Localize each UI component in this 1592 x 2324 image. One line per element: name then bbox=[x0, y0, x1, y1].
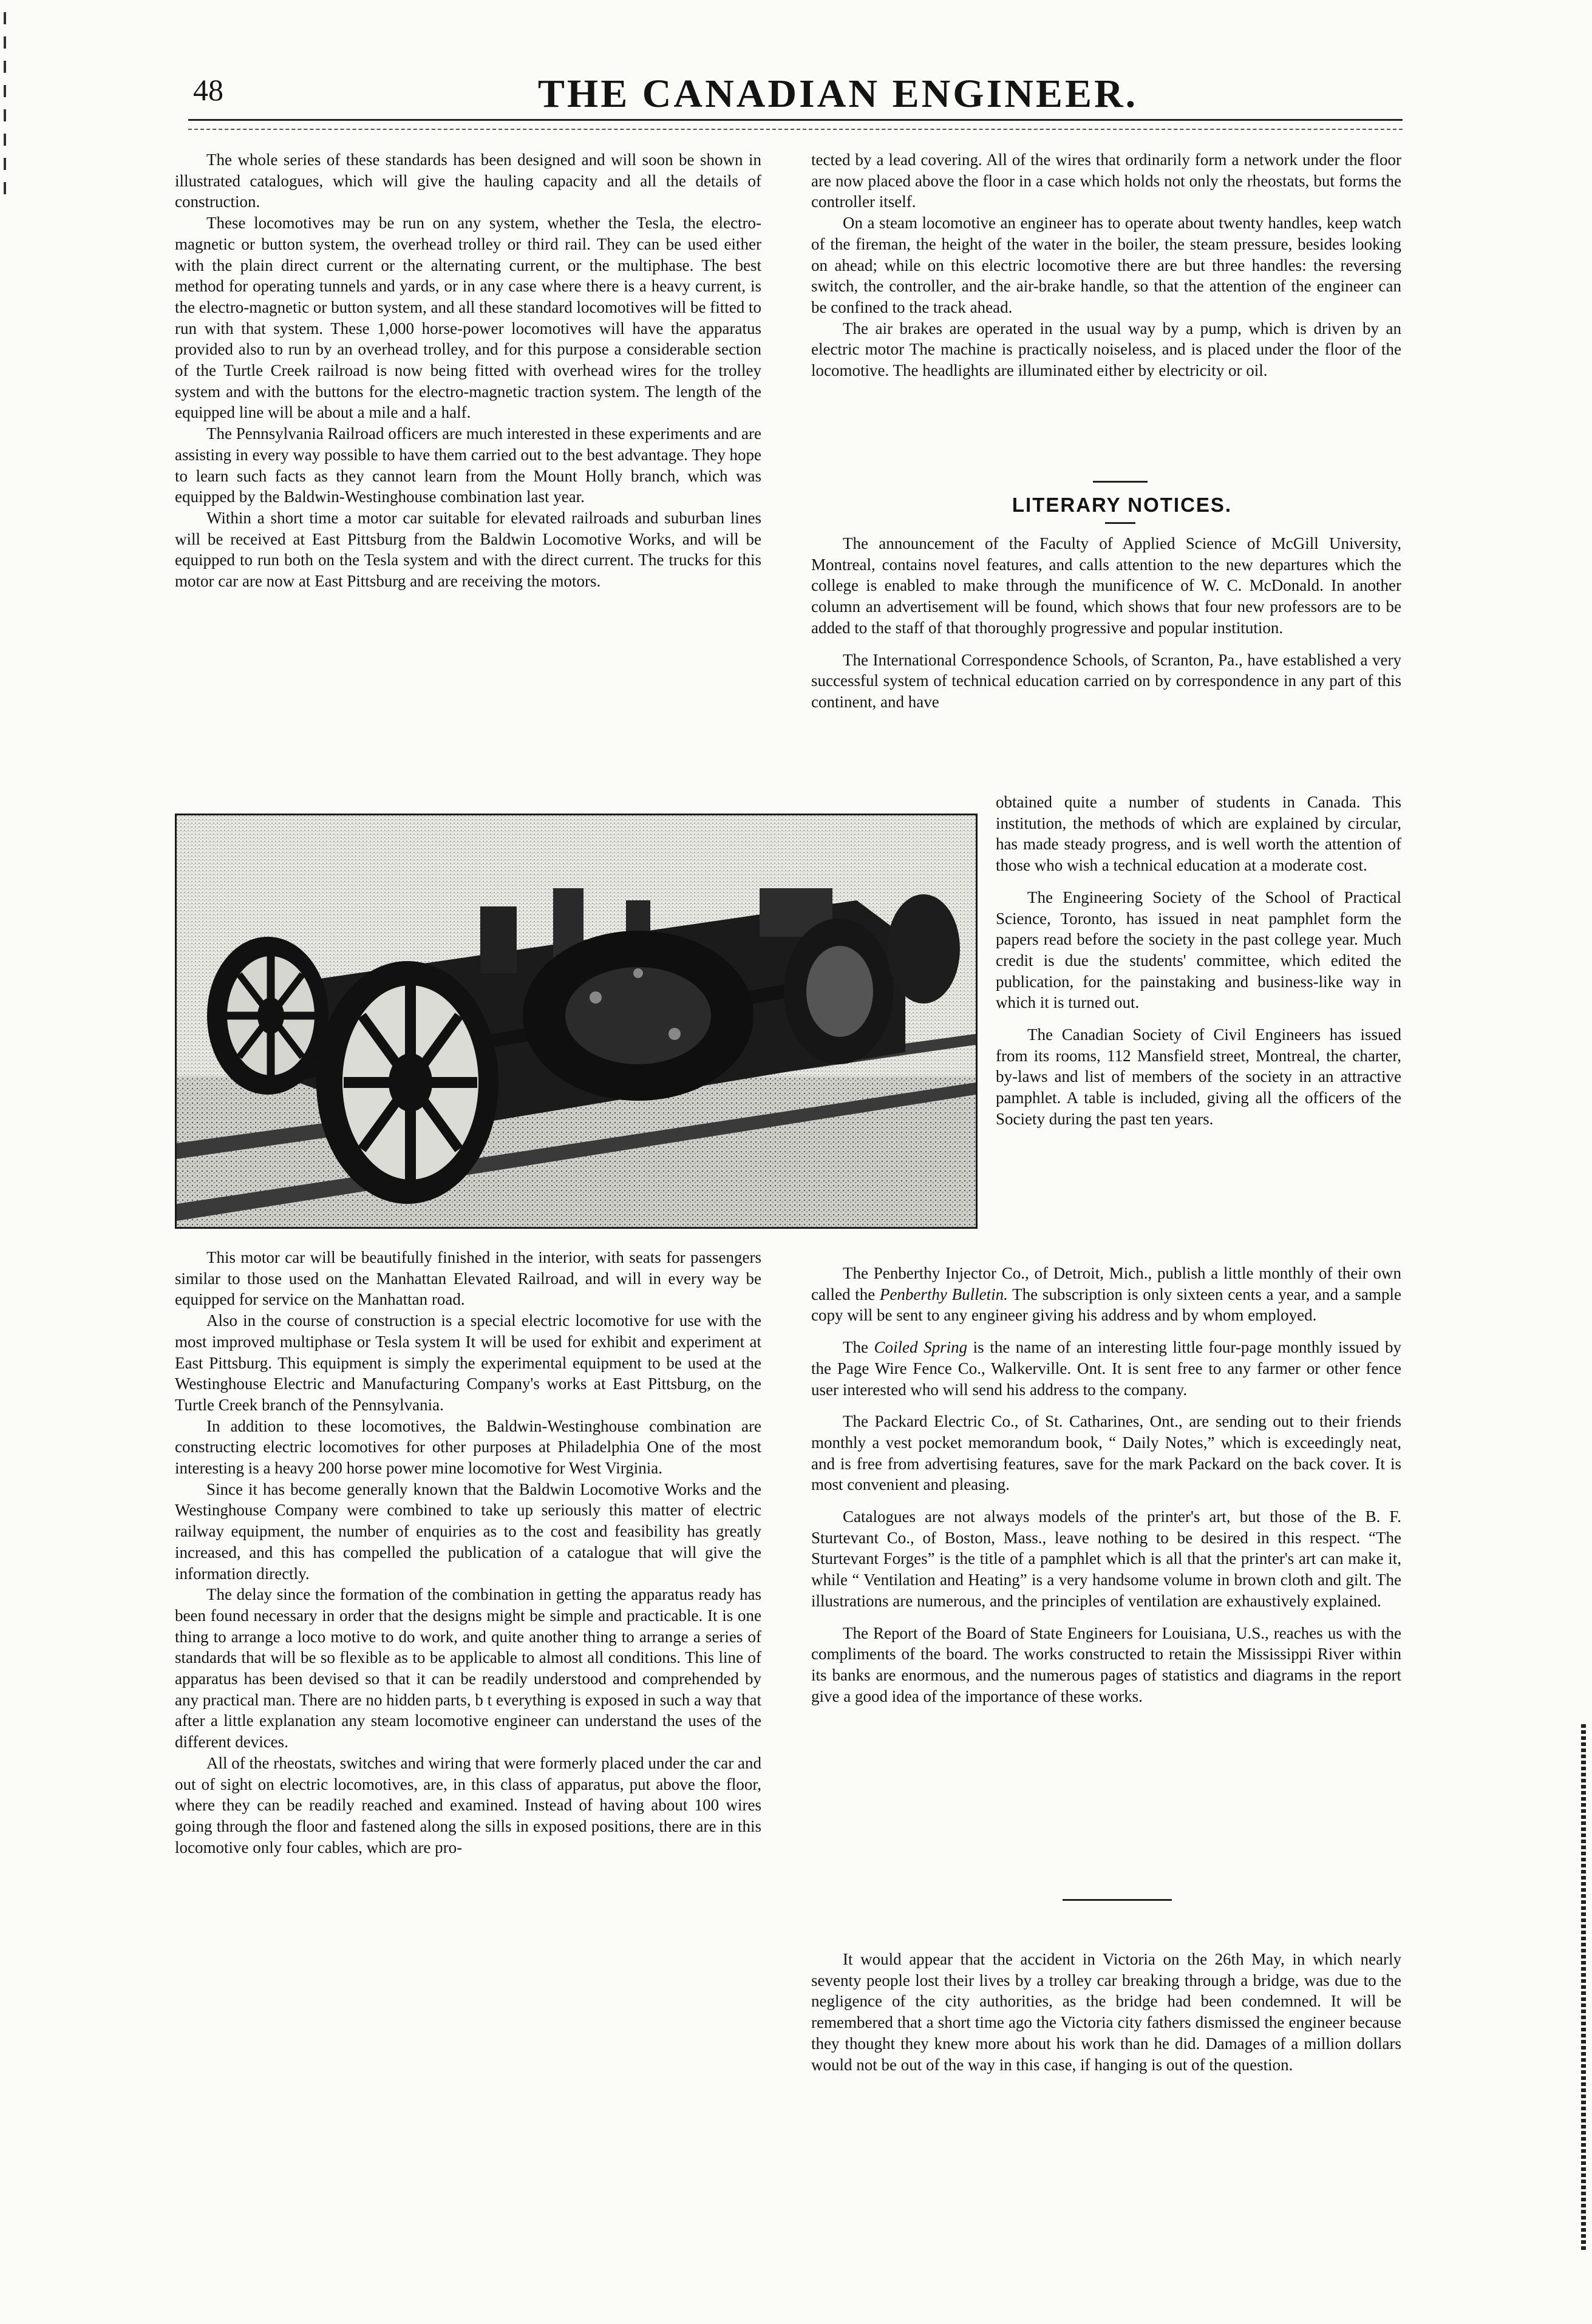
paragraph-penberthy: The Penberthy Injector Co., of Detroit, Mich., publish a little monthly of their own called the Penberthy Bulletin. The subscription is only sixteen cents a year, and a sample copy will be sent to any engineer giving his address and by whom employed. bbox=[811, 1264, 1401, 1325]
locomotive-truck-image bbox=[177, 815, 976, 1227]
publication-title: Penberthy Bulletin. bbox=[879, 1285, 1008, 1303]
header-rule bbox=[188, 119, 1403, 121]
paragraph: The announcement of the Faculty of Applied Science of McGill University, Montreal, contains novel features, and calls attention to the new departures which the college is enabled to make through the munificence of W. C. McDonald. In another column an advertisement will be found, which shows that four new professors are to be added to the staff of that thoroughly progressive and popular institution. bbox=[811, 534, 1401, 637]
paragraph: All of the rheostats, switches and wiring that were formerly placed under the car and out of sight on electric locomotives, are, in this class of apparatus, put above the floor, where they can be readily reached and examined. Instead of having about 100 wires going through the floor and fastened along the sills in exposed positions, there are in this locomotive only four cables, which are pro- bbox=[175, 1753, 761, 1857]
literary-notices-narrow bbox=[996, 792, 1401, 1130]
paragraph: In addition to these locomotives, the Baldwin-Westinghouse combination are constructing electric locomotives for other purposes at Philadelphia One of the most interesting is a heavy 200 horse power mine locomotive for West Virginia. bbox=[175, 1416, 761, 1478]
paragraph: The air brakes are operated in the usual way by a pump, which is driven by an electric motor The machine is practically noiseless, and is placed under the floor of the locomotive. The headlights are illuminated either by electricity or oil. bbox=[811, 319, 1401, 380]
paragraph: This motor car will be beautifully finished in the interior, with seats for passengers similar to those used on the Manhattan Elevated Railroad, and will in every way be equipped for service on the Manhattan road. bbox=[175, 1248, 761, 1309]
paragraph: Also in the course of construction is a special electric locomotive for use with the most improved multiphase or Tesla system It will be used for exhibit and experiment at East Pittsburg. This equipment is simply the experimental equipment to be used at the Westinghouse Electric and Manufacturing Company's works at East Pittsburg, on the Turtle Creek branch of the Pennsylvania. bbox=[175, 1311, 761, 1414]
paragraph: The International Correspondence Schools, of Scranton, Pa., have established a very successful system of technical education carried on by correspondence in any part of this continent, and have bbox=[811, 650, 1401, 711]
right-column-top bbox=[811, 149, 1401, 381]
header-rule-dashed bbox=[188, 129, 1403, 130]
right-column-lower bbox=[811, 1263, 1401, 1707]
paragraph: These locomotives may be run on any system, whether the Tesla, the electro-magnetic or button system, the overhead trolley or third rail. They can be used either with the plain direct current or the alternating current, or the multiphase. The best method for operating tunnels and yards, or in any case where there is a heavy current, is the electro-magnetic or button system, and all these standard locomotives will be fitted to run with that system. These 1,000 horse-power locomotives will have the apparatus provided also to run by an overhead trolley, and for this purpose a considerable section of the Turtle Creek railroad is now being fitted with overhead wires for the trolley system and with the buttons for the electro-magnetic traction system. The length of the equipped line will be about a mile and a half. bbox=[175, 214, 761, 422]
masthead-title: THE CANADIAN ENGINEER. bbox=[537, 72, 1138, 116]
section-divider bbox=[1063, 1899, 1172, 1901]
publication-title: Coiled Spring bbox=[874, 1338, 968, 1357]
rear-wheel bbox=[207, 937, 328, 1095]
paragraph: The Canadian Society of Civil Engineers has issued from its rooms, 112 Mansfield street, Montreal, the charter, by-laws and list of members of the society in an attractive pamphlet. A table is included, giving all the officers of the Society during the past ten years. bbox=[996, 1025, 1401, 1128]
front-wheel bbox=[316, 961, 498, 1204]
heading-rule-below bbox=[1105, 522, 1135, 524]
page-number: 48 bbox=[193, 73, 223, 107]
right-column-editorial bbox=[811, 1949, 1401, 2075]
paragraph: obtained quite a number of students in Canada. This institution, the methods of which are explained by circular, has made steady progress, and is well worth the attention of those who wish a technical education at a moderate cost. bbox=[996, 793, 1401, 875]
paragraph: It would appear that the accident in Victoria on the 26th May, in which nearly seventy people lost their lives by a trolley car breaking through a bridge, was due to the negligence of the city authorities, as the bridge had been condemned. It will be remembered that a short time ago the Victoria city fathers dismissed the engineer because they thought they knew more about his work than he did. Damages of a million dollars would not be out of the way in this case, if hanging is out of the question. bbox=[811, 1950, 1401, 2074]
binding-edge-mark bbox=[1581, 1724, 1586, 2252]
paragraph: On a steam locomotive an engineer has to operate about twenty handles, keep watch of the fireman, the height of the water in the boiler, the steam pressure, besides looking on ahead; while on this electric locomotive there are but three handles: the reversing switch, the controller, and the air-brake handle, so that the attention of the engineer can be confined to the track ahead. bbox=[811, 214, 1401, 316]
literary-notices-wide bbox=[811, 533, 1401, 713]
paragraph: Catalogues are not always models of the printer's art, but those of the B. F. Sturtevant Co., of Boston, Mass., leave nothing to be desired in this respect. “The Sturtevant Forges” is the title of a pamphlet which is all that the printer's art can make it, while “ Ventilation and Heating” is a very handsome volume in brown cloth and gilt. The illustrations are numerous, and the principles of ventilation are exhaustively explained. bbox=[811, 1507, 1401, 1610]
paragraph: The whole series of these standards has been designed and will soon be shown in illustrated catalogues, which will give the hauling capacity and all the details of construction. bbox=[175, 151, 761, 211]
left-column-upper bbox=[175, 149, 761, 592]
paragraph-coiled-spring: The Coiled Spring is the name of an interesting little four-page monthly issued by the Page Wire Fence Co., Walkerville. Ont. It is sent free to any farmer or other fence user interested who will send his address to the company. bbox=[811, 1338, 1401, 1399]
paragraph: The Packard Electric Co., of St. Catharines, Ont., are sending out to their friends monthly a vest pocket memorandum book, “ Daily Notes,” which is exceedingly neat, and is free from advertising features, save for the mark Packard on the back cover. It is most convenient and pleasing. bbox=[811, 1412, 1401, 1494]
heading-rule-above bbox=[1093, 481, 1148, 483]
paragraph: The Pennsylvania Railroad officers are much interested in these experiments and are assisting in every way possible to have them carried out to the best advantage. They hope to learn such facts as they cannot learn from the Mount Holly branch, which was equipped by the Baldwin-Westinghouse combination last year. bbox=[175, 424, 761, 506]
paragraph: The Engineering Society of the School of Practical Science, Toronto, has issued in neat pamphlet form the papers read before the society in the past college year. Much credit is due the students' committee, which edited the publication, for the painstaking and business-like way in which it is turned out. bbox=[996, 888, 1401, 1012]
paragraph: Within a short time a motor car suitable for elevated railroads and suburban lines will be received at East Pittsburg from the Baldwin Locomotive Works, and will be equipped to run both on the Tesla system and with the direct current. The trucks for this motor car are now at East Pittsburg and are receiving the motors. bbox=[175, 508, 761, 591]
paragraph: Since it has become generally known that the Baldwin Locomotive Works and the Westinghouse Company were combined to take up seriously this matter of electric railway equipment, the number of enquiries as to the cost and feasibility has greatly increased, and this has compelled the publication of a catalogue that will give the information directly. bbox=[175, 1480, 761, 1583]
locomotive-illustration bbox=[175, 814, 978, 1229]
scan-edge-mark bbox=[4, 12, 6, 194]
paragraph: The delay since the formation of the combination in getting the apparatus ready has been found necessary in order that the designs might be simple and practicable. It is one thing to arrange a loco motive to do work, and quite another thing to arrange a series of standards that will be so flexible as to be applicable to almost all conditions. This line of apparatus has been devised so that it can be readily understood and comprehended by any practical man. There are no hidden parts, b t everything is exposed in such a way that after a little explanation any steam locomotive engineer can understand the uses of the different devices. bbox=[175, 1585, 761, 1751]
section-heading: LITERARY NOTICES. bbox=[1012, 494, 1233, 516]
paragraph: tected by a lead covering. All of the wires that ordinarily form a network under the floor are now placed above the floor in a case which holds not only the rheostats, but forms the controller itself. bbox=[811, 151, 1401, 211]
left-column-lower bbox=[175, 1247, 761, 1858]
paragraph: The Report of the Board of State Engineers for Louisiana, U.S., reaches us with the compliments of the board. The works constructed to retain the Mississippi River within its banks are enormous, and the numerous pages of statistics and diagrams in the report give a good idea of the importance of these works. bbox=[811, 1623, 1401, 1705]
